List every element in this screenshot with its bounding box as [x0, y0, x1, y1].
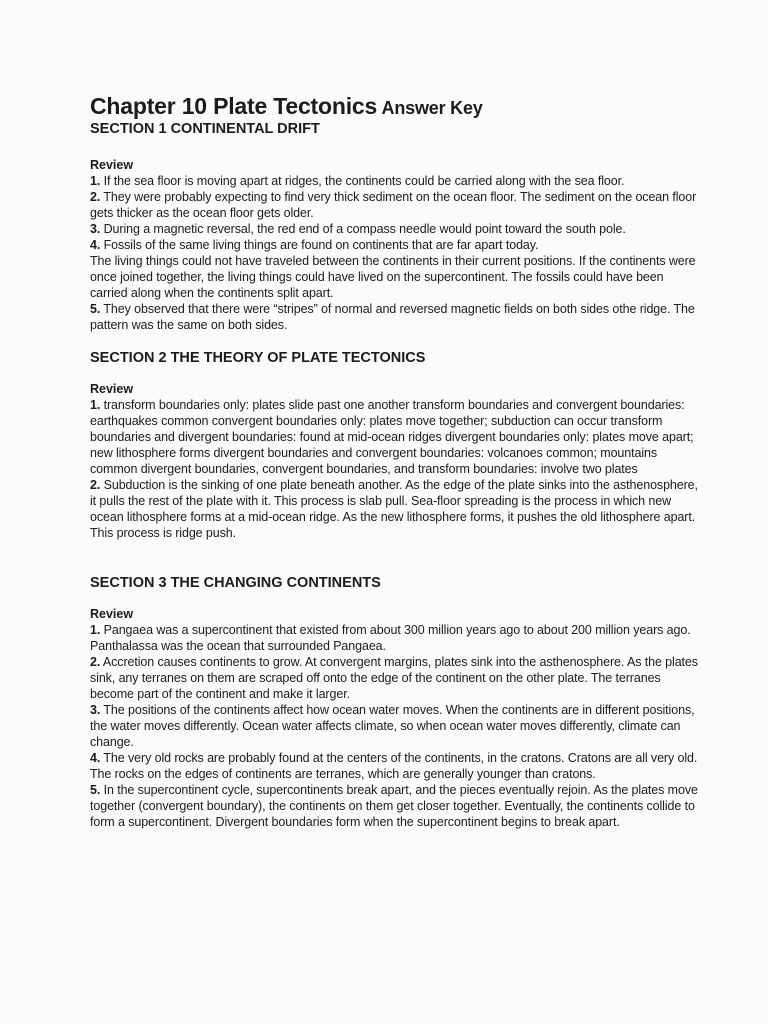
section-2: [90, 349, 698, 541]
item-number: 2.: [90, 190, 101, 204]
title-suffix: Answer Key: [381, 98, 483, 118]
item-text: The living things could not have traveled between the continents in their current positions. If the continents were once joined together, the living things could have lived on the supercontinent. The fossils could have been carried along when the continents split apart.: [90, 254, 696, 300]
item-text: Subduction is the sinking of one plate beneath another. As the edge of the plate sinks into the asthenosphere, it pulls the rest of the plate with it. This process is slab pull. Sea-floor spreading is the process in which new ocean lithosphere forms at a mid-ocean ridge. As the new lithosphere forms, it pushes the old lithosphere apart. This process is ridge push.: [90, 478, 698, 540]
item-text: They observed that there were “stripes” of normal and reversed magnetic fields on both sides othe ridge. The pattern was the same on both sides.: [90, 302, 695, 332]
item-text: They were probably expecting to find very thick sediment on the ocean floor. The sediment on the ocean floor gets thicker as the ocean floor gets older.: [90, 190, 697, 220]
item-number: 3.: [90, 222, 101, 236]
review-label: Review: [90, 158, 134, 172]
item-number: 1.: [90, 174, 101, 188]
item-text: In the supercontinent cycle, supercontinents break apart, and the pieces eventually rejoin. As the plates move together (convergent boundary), the continents on them get closer together. Eventually, the continents collide to form a supercontinent. Divergent boundaries form when the supercontinent begins to break apart.: [90, 783, 698, 829]
page-title: [90, 92, 698, 120]
answer-item: [90, 221, 698, 237]
answer-item: [90, 782, 698, 830]
answer-item: [90, 397, 698, 477]
answer-item: [90, 301, 698, 333]
section-heading: SECTION 1 CONTINENTAL DRIFT: [90, 121, 320, 137]
item-text: Fossils of the same living things are found on continents that are far apart today.: [103, 238, 539, 252]
item-text: The very old rocks are probably found at the centers of the continents, in the cratons. Cratons are all very old. The rocks on the edges of continents are terranes, which are generally younger than cratons.: [90, 751, 698, 781]
section-1: [90, 120, 698, 333]
item-number: 2.: [90, 478, 101, 492]
answer-item: [90, 654, 698, 702]
item-number: 3.: [90, 703, 101, 717]
answer-item: [90, 750, 698, 782]
item-text: Accretion causes continents to grow. At convergent margins, plates sink into the asthenosphere. As the plates sink, any terranes on them are scraped off onto the edge of the continent on the other plate. The terranes become part of the continent and make it larger.: [90, 655, 698, 701]
section-heading: SECTION 2 THE THEORY OF PLATE TECTONICS: [90, 350, 426, 366]
item-text: The positions of the continents affect how ocean water moves. When the continents are in different positions, the water moves differently. Ocean water affects climate, so when ocean water moves differently, climate can change.: [90, 703, 695, 749]
item-number: 4.: [90, 238, 101, 252]
item-number: 5.: [90, 783, 101, 797]
answer-item-continuation: [90, 253, 698, 301]
answer-item: [90, 622, 698, 654]
section-3: [90, 574, 698, 830]
item-number: 4.: [90, 751, 101, 765]
item-text: If the sea floor is moving apart at ridges, the continents could be carried along with the sea floor.: [103, 174, 625, 188]
item-number: 1.: [90, 398, 101, 412]
item-text: transform boundaries only: plates slide past one another transform boundaries and convergent boundaries: earthquakes common convergent boundaries only: plates move together; subduction can occur transform boundaries and divergent boundaries: found at mid-ocean ridges divergent boundaries only: plates move apart; new lithosphere forms divergent boundaries and convergent boundaries: volcanoes common; mountains common divergent boundaries, convergent boundaries, and transform boundaries: involve two plates: [90, 398, 694, 476]
answer-item: [90, 702, 698, 750]
title-main: Chapter 10 Plate Tectonics: [90, 93, 378, 119]
answer-item: [90, 173, 698, 189]
item-text: During a magnetic reversal, the red end of a compass needle would point toward the south pole.: [103, 222, 626, 236]
answer-item: [90, 189, 698, 221]
item-number: 5.: [90, 302, 101, 316]
item-text: Pangaea was a supercontinent that existed from about 300 million years ago to about 200 million years ago. Panthalassa was the ocean that surrounded Pangaea.: [90, 623, 691, 653]
item-number: 2.: [90, 655, 101, 669]
item-number: 1.: [90, 623, 101, 637]
review-label: Review: [90, 607, 134, 621]
section-heading: SECTION 3 THE CHANGING CONTINENTS: [90, 575, 381, 591]
answer-item: [90, 477, 698, 541]
review-label: Review: [90, 382, 134, 396]
answer-item: [90, 237, 698, 253]
